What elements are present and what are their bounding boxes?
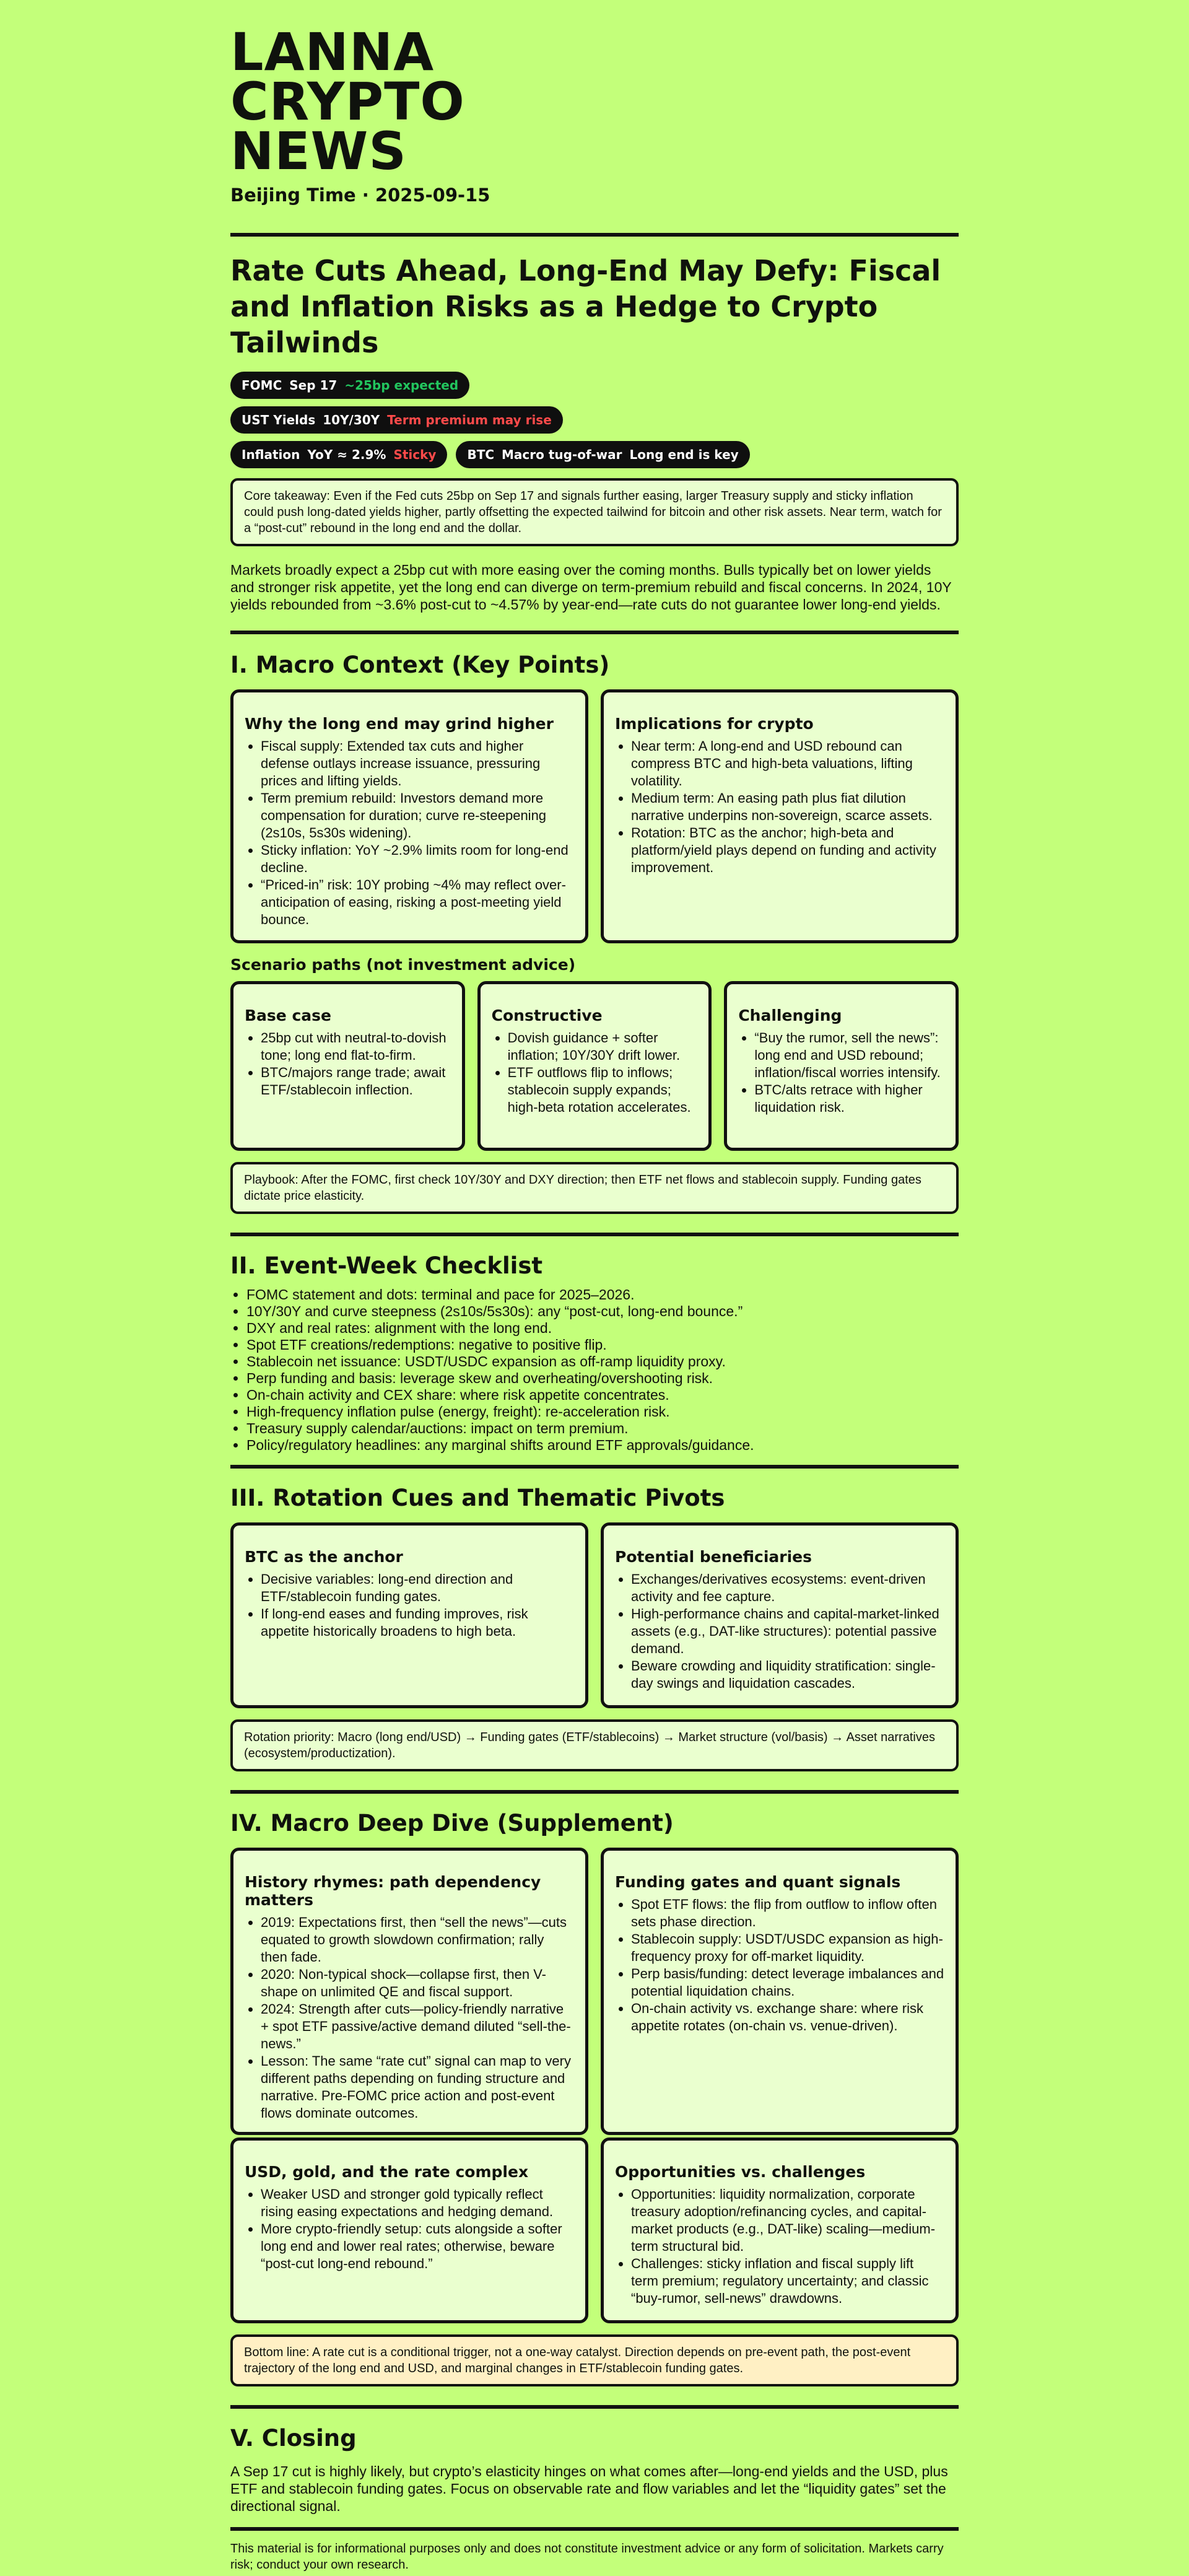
chip-label: FOMC xyxy=(242,378,282,393)
card-title: Implications for crypto xyxy=(615,715,814,733)
card-grid xyxy=(230,1848,959,2323)
chip-label: Inflation xyxy=(242,447,300,462)
list-item: • Stablecoin supply: USDT/USDC expansion as high-frequency proxy for off-market liquidity. xyxy=(631,1931,944,1965)
list-item: • Challenges: sticky inflation and fiscal supply lift term premium; regulatory uncertainty; and classic “buy-rumor, sell-news” drawdowns. xyxy=(631,2255,944,2307)
card-usd-gold xyxy=(230,2137,588,2323)
intro-paragraph: Markets broadly expect a 25bp cut with more easing over the coming months. Bulls typically bet on lower yields and stronger risk appetite, yet the long end can diverge on term-premium rebuild and fiscal concerns. In 2024, 10Y yields rebounded from ~3.6% post-cut to ~4.57% by year-end—rate cuts do not guarantee lower long-end yields. xyxy=(230,562,952,613)
list-item: • Medium term: An easing path plus fiat dilution narrative underpins non-sovereign, scarce assets. xyxy=(631,790,944,824)
card-btc-anchor xyxy=(230,1522,588,1708)
list-item: • On-chain activity and CEX share: where risk appetite concentrates. xyxy=(246,1387,959,1404)
checklist xyxy=(230,1286,959,1454)
list-item: • Treasury supply calendar/auctions: impact on term premium. xyxy=(246,1420,959,1437)
chip-status: ~25bp expected xyxy=(344,378,459,393)
card-base-case xyxy=(230,981,465,1151)
card-grid xyxy=(230,1522,959,1708)
bullet-list xyxy=(738,1029,944,1116)
bullet-list xyxy=(492,1029,698,1116)
list-item: • Spot ETF flows: the flip from outflow to inflow often sets phase direction. xyxy=(631,1896,944,1931)
list-item: • 2020: Non-typical shock—collapse first, then V-shape on unlimited QE and fiscal support. xyxy=(261,1966,574,2001)
list-item: • More crypto-friendly setup: cuts alongside a softer long end and lower real rates; otherwise, beware “post-cut long-end rebound.” xyxy=(261,2220,574,2273)
rotation-priority-note: Rotation priority: Macro (long end/USD) → Funding gates (ETF/stablecoins) → Market structure (vol/basis) → Asset narratives (ecosystem/productization). xyxy=(230,1719,959,1771)
core-takeaway: Core takeaway: Even if the Fed cuts 25bp on Sep 17 and signals further easing, larger Treasury supply and sticky inflation could push long-dated yields higher, partly offsetting the expected tailwind for bitcoin and other risk assets. Near term, watch for a “post-cut” rebound in the long end and the dollar. xyxy=(230,478,959,546)
chip-status: Long end is key xyxy=(629,447,739,462)
list-item: • Dovish guidance + softer inflation; 10Y/30Y drift lower. xyxy=(508,1029,698,1064)
card-title: USD, gold, and the rate complex xyxy=(245,2163,529,2181)
divider xyxy=(230,233,959,237)
chip-inflation xyxy=(230,441,447,468)
chip-status: Sticky xyxy=(393,447,437,462)
bullet-list xyxy=(615,2186,944,2307)
list-item: • Weaker USD and stronger gold typically reflect rising easing expectations and hedging demand. xyxy=(261,2186,574,2220)
disclaimer: This material is for informational purposes only and does not constitute investment advice or any form of solicitation. Markets carry risk; conduct your own research. xyxy=(230,2542,944,2572)
card-title: Funding gates and quant signals xyxy=(615,1873,901,1891)
bullet-list xyxy=(615,1571,944,1692)
card-title: BTC as the anchor xyxy=(245,1548,403,1566)
list-item: • High-performance chains and capital-market-linked assets (e.g., DAT-like structures): potential passive demand. xyxy=(631,1605,944,1657)
list-item: • Perp basis/funding: detect leverage imbalances and potential liquidation chains. xyxy=(631,1965,944,2000)
masthead-title: LANNA CRYPTO NEWS xyxy=(230,22,465,181)
section-title: IV. Macro Deep Dive (Supplement) xyxy=(230,1810,674,1836)
list-item: • On-chain activity vs. exchange share: where risk appetite rotates (on-chain vs. venue-driven). xyxy=(631,2000,944,2035)
bullet-list xyxy=(245,1571,574,1640)
divider xyxy=(230,2405,959,2409)
card-funding-gates xyxy=(601,1848,959,2135)
divider xyxy=(230,1233,959,1236)
chip-fomc xyxy=(230,372,469,399)
card-long-end xyxy=(230,689,588,943)
bullet-list xyxy=(245,1914,574,2122)
list-item: • High-frequency inflation pulse (energy, freight): re-acceleration risk. xyxy=(246,1404,959,1420)
card-title: Potential beneficiaries xyxy=(615,1548,812,1566)
section-title: II. Event-Week Checklist xyxy=(230,1252,543,1279)
card-title: Base case xyxy=(245,1006,331,1024)
list-item: • Term premium rebuild: Investors demand more compensation for duration; curve re-steepening (2s10s, 5s30s widening). xyxy=(261,790,574,842)
section-rotation xyxy=(230,1485,959,1771)
chip-status: Term premium may rise xyxy=(387,413,552,427)
list-item: • Policy/regulatory headlines: any marginal shifts around ETF approvals/guidance. xyxy=(246,1437,959,1454)
section-deep-dive xyxy=(230,1810,959,2386)
closing-paragraph: A Sep 17 cut is highly likely, but crypto’s elasticity hinges on what comes after—long-end yields and the USD, plus ETF and stablecoin funding gates. Focus on observable rate and flow variables and let the “liquidity gates” set the directional signal. xyxy=(230,2463,948,2514)
list-item: • Decisive variables: long-end direction and ETF/stablecoin funding gates. xyxy=(261,1571,574,1605)
card-opportunities xyxy=(601,2137,959,2323)
list-item: • Opportunities: liquidity normalization, corporate treasury adoption/refinancing cycles, and capital-market products (e.g., DAT-like) scaling—medium-term structural bid. xyxy=(631,2186,944,2255)
masthead xyxy=(230,22,959,206)
bullet-list xyxy=(245,738,574,928)
divider xyxy=(230,2527,959,2531)
section-checklist xyxy=(230,1252,959,1454)
playbook-note: Playbook: After the FOMC, first check 10Y/30Y and DXY direction; then ETF net flows and stablecoin supply. Funding gates dictate price elasticity. xyxy=(230,1162,959,1214)
chip-value: Sep 17 xyxy=(289,378,338,393)
list-item: • Lesson: The same “rate cut” signal can map to very different paths depending on funding structure and narrative. Pre-FOMC price action and post-event flows dominate outcomes. xyxy=(261,2053,574,2122)
bottom-line-note: Bottom line: A rate cut is a conditional trigger, not a one-way catalyst. Direction depends on pre-event path, the post-event trajectory of the long end and USD, and marginal changes in ETF/stablecoin funding gates. xyxy=(230,2334,959,2386)
list-item: • BTC/alts retrace with higher liquidation risk. xyxy=(754,1081,944,1116)
card-title: Opportunities vs. challenges xyxy=(615,2163,866,2181)
list-item: • If long-end eases and funding improves, risk appetite historically broadens to high beta. xyxy=(261,1605,574,1640)
chip-label: BTC xyxy=(467,447,495,462)
card-title: Why the long end may grind higher xyxy=(245,715,554,733)
list-item: • “Priced-in” risk: 10Y probing ~4% may reflect over-anticipation of easing, risking a post-meeting yield bounce. xyxy=(261,876,574,928)
card-constructive xyxy=(477,981,712,1151)
divider xyxy=(230,1465,959,1469)
list-item: • Spot ETF creations/redemptions: negative to positive flip. xyxy=(246,1337,959,1353)
list-item: • DXY and real rates: alignment with the long end. xyxy=(246,1320,959,1337)
list-item: • 25bp cut with neutral-to-dovish tone; long end flat-to-firm. xyxy=(261,1029,451,1064)
list-item: • 2019: Expectations first, then “sell the news”—cuts equated to growth slowdown confirmation; rally then fade. xyxy=(261,1914,574,1966)
scenario-heading: Scenario paths (not investment advice) xyxy=(230,956,576,974)
list-item: • Sticky inflation: YoY ~2.9% limits room for long-end decline. xyxy=(261,842,574,876)
divider xyxy=(230,1790,959,1794)
list-item: • “Buy the rumor, sell the news”: long end and USD rebound; inflation/fiscal worries intensify. xyxy=(754,1029,944,1081)
card-title: Challenging xyxy=(738,1006,842,1024)
headline: Rate Cuts Ahead, Long-End May Defy: Fiscal and Inflation Risks as a Hedge to Crypto Tailwinds xyxy=(230,254,941,359)
card-title: History rhymes: path dependency matters xyxy=(245,1873,541,1909)
chip-value: 10Y/30Y xyxy=(323,413,380,427)
card-title: Constructive xyxy=(491,1006,603,1024)
list-item: • FOMC statement and dots: terminal and pace for 2025–2026. xyxy=(246,1286,959,1303)
list-item: • 10Y/30Y and curve steepness (2s10s/5s30s): any “post-cut, long-end bounce.” xyxy=(246,1303,959,1320)
card-beneficiaries xyxy=(601,1522,959,1708)
list-item: • Perp funding and basis: leverage skew and overheating/overshooting risk. xyxy=(246,1370,959,1387)
card-grid xyxy=(230,689,959,943)
chip-value: Macro tug-of-war xyxy=(502,447,622,462)
section-title: III. Rotation Cues and Thematic Pivots xyxy=(230,1485,725,1511)
chip-btc xyxy=(456,441,749,468)
card-crypto-implications xyxy=(601,689,959,943)
bullet-list xyxy=(615,738,944,876)
list-item: • Exchanges/derivatives ecosystems: event-driven activity and fee capture. xyxy=(631,1571,944,1605)
list-item: • 2024: Strength after cuts—policy-friendly narrative + spot ETF passive/active demand diluted “sell-the-news.” xyxy=(261,2001,574,2053)
dateline: Beijing Time · 2025-09-15 xyxy=(230,185,490,206)
list-item: • Rotation: BTC as the anchor; high-beta and platform/yield plays depend on funding and activity improvement. xyxy=(631,824,944,876)
section-title: V. Closing xyxy=(230,2425,357,2452)
card-history xyxy=(230,1848,588,2135)
divider xyxy=(230,631,959,634)
list-item: • BTC/majors range trade; await ETF/stablecoin inflection. xyxy=(261,1064,451,1099)
list-item: • Stablecoin net issuance: USDT/USDC expansion as off-ramp liquidity proxy. xyxy=(246,1353,959,1370)
bullet-list xyxy=(245,1029,451,1099)
list-item: • Beware crowding and liquidity stratification: single-day swings and liquidation cascades. xyxy=(631,1657,944,1692)
bullet-list xyxy=(615,1896,944,2035)
card-challenging xyxy=(724,981,959,1151)
section-title: I. Macro Context (Key Points) xyxy=(230,652,610,678)
chip-ust-yields xyxy=(230,406,563,434)
chip-row xyxy=(230,372,788,468)
scenario-grid xyxy=(230,981,959,1151)
chip-label: UST Yields xyxy=(242,413,316,427)
chip-value: YoY ≈ 2.9% xyxy=(307,447,386,462)
bullet-list xyxy=(245,2186,574,2273)
section-closing xyxy=(230,2425,959,2515)
newsletter-page xyxy=(230,0,959,2573)
list-item: • ETF outflows flip to inflows; stablecoin supply expands; high-beta rotation accelerates. xyxy=(508,1064,698,1116)
section-macro-context xyxy=(230,652,959,1214)
list-item: • Fiscal supply: Extended tax cuts and higher defense outlays increase issuance, pressuring prices and lifting yields. xyxy=(261,738,574,790)
list-item: • Near term: A long-end and USD rebound can compress BTC and high-beta valuations, lifting volatility. xyxy=(631,738,944,790)
